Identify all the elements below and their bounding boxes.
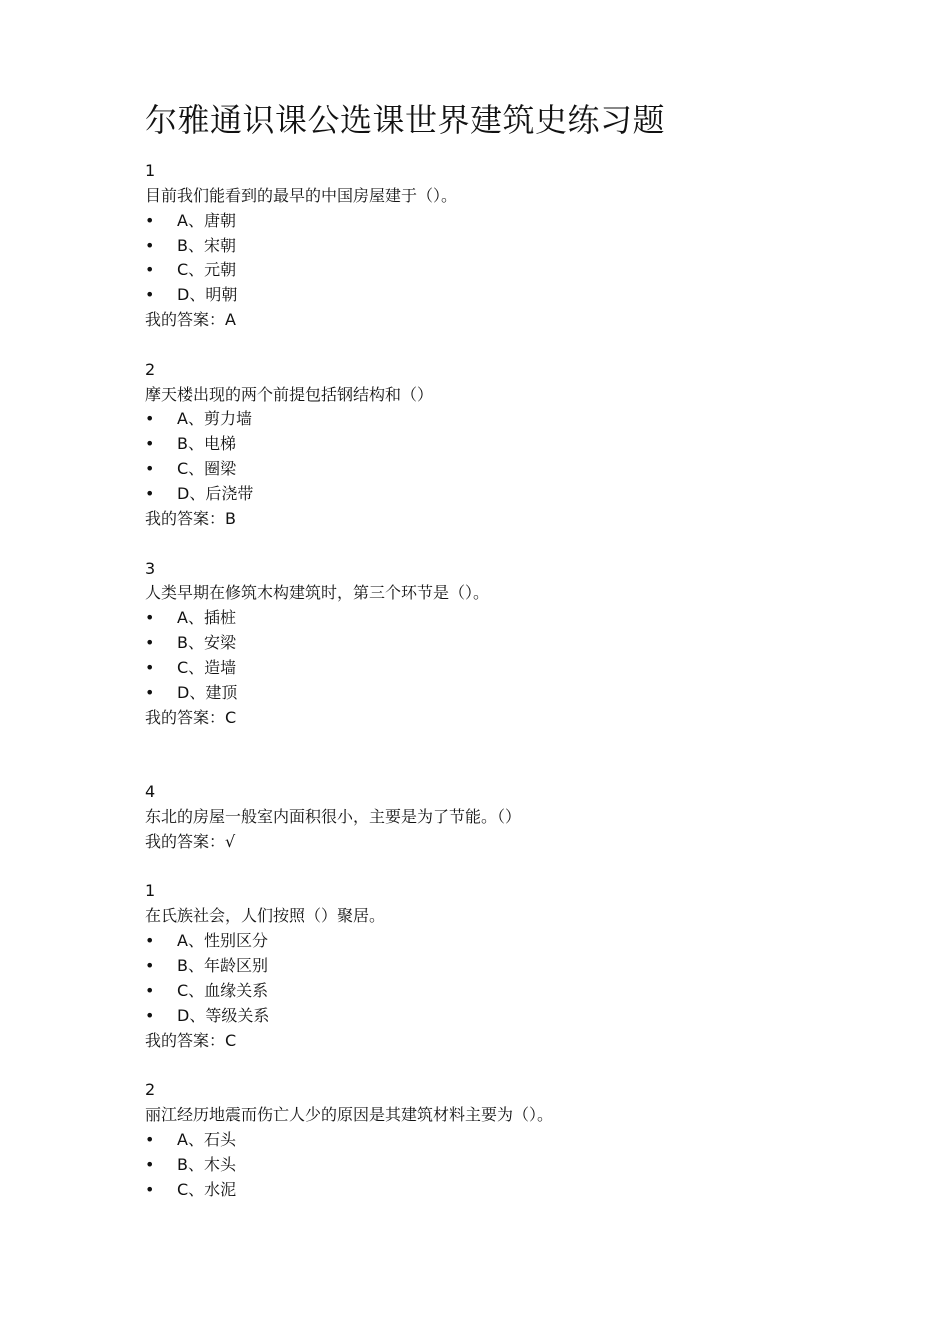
bullet-icon: • [145, 931, 155, 951]
option-label: C、造墙 [177, 657, 237, 677]
option-item [145, 407, 845, 432]
question-block [145, 1078, 845, 1202]
option-item [145, 656, 845, 681]
option-item [145, 606, 845, 631]
bullet-icon: • [145, 1129, 155, 1149]
option-item [145, 1004, 845, 1029]
option-item [145, 979, 845, 1004]
option-item [145, 1178, 845, 1203]
spacer [145, 532, 845, 557]
option-item [145, 1153, 845, 1178]
my-answer: 我的答案：C [145, 1030, 237, 1050]
spacer [145, 333, 845, 358]
bullet-icon: • [145, 1154, 155, 1174]
bullet-icon: • [145, 956, 155, 975]
option-item [145, 209, 845, 234]
option-item [145, 954, 845, 979]
bullet-icon: • [145, 483, 155, 503]
document-body [145, 98, 845, 1202]
option-label: B、年龄区别 [177, 956, 268, 975]
option-item [145, 432, 845, 457]
question-text: 在氏族社会，人们按照（）聚居。 [145, 906, 386, 926]
option-label: B、木头 [177, 1154, 236, 1174]
option-label: B、安梁 [177, 633, 236, 653]
bullet-icon: • [145, 980, 155, 1000]
question-text: 东北的房屋一般室内面积很小，主要是为了节能。（） [145, 806, 522, 826]
option-label: A、剪力墙 [177, 409, 252, 429]
option-label: C、圈梁 [177, 459, 237, 479]
question-text: 目前我们能看到的最早的中国房屋建于（）。 [145, 185, 458, 205]
option-label: D、建顶 [177, 682, 238, 702]
option-label: B、电梯 [177, 434, 236, 454]
option-item [145, 681, 845, 706]
my-answer: 我的答案：B [145, 508, 236, 528]
bullet-icon: • [145, 1005, 155, 1025]
option-label: D、明朝 [177, 285, 238, 305]
my-answer: 我的答案：√ [145, 831, 236, 851]
option-label: D、后浇带 [177, 483, 254, 503]
bullet-icon: • [145, 1179, 155, 1199]
option-label: C、元朝 [177, 260, 237, 280]
bullet-icon: • [145, 434, 155, 454]
question-number: 2 [145, 359, 156, 379]
option-item [145, 631, 845, 656]
option-label: D、等级关系 [177, 1005, 270, 1025]
bullet-icon: • [145, 409, 155, 429]
bullet-icon: • [145, 657, 155, 677]
question-text: 丽江经历地震而伤亡人少的原因是其建筑材料主要为（）。 [145, 1105, 554, 1125]
question-block [145, 879, 845, 1053]
bullet-icon: • [145, 210, 155, 230]
spacer [145, 730, 845, 780]
option-label: A、性别区分 [177, 931, 268, 951]
question-block [145, 159, 845, 333]
bullet-icon: • [145, 285, 155, 305]
option-item [145, 457, 845, 482]
spacer [145, 855, 845, 880]
bullet-icon: • [145, 608, 155, 628]
option-item [145, 1128, 845, 1153]
option-label: A、插桩 [177, 608, 236, 628]
option-label: C、血缘关系 [177, 980, 269, 1000]
bullet-icon: • [145, 235, 155, 255]
option-label: B、宋朝 [177, 235, 236, 255]
spacer [145, 1053, 845, 1078]
option-label: C、水泥 [177, 1179, 237, 1199]
question-number: 1 [145, 881, 156, 901]
question-text: 人类早期在修筑木构建筑时，第三个环节是（）。 [145, 583, 490, 603]
question-block [145, 358, 845, 532]
my-answer: 我的答案：C [145, 707, 237, 727]
option-label: A、石头 [177, 1129, 236, 1149]
option-label: A、唐朝 [177, 210, 236, 230]
question-number: 2 [145, 1080, 156, 1100]
option-item [145, 283, 845, 308]
question-text: 摩天楼出现的两个前提包括钢结构和（） [145, 384, 434, 404]
question-number: 3 [145, 558, 156, 578]
question-number: 1 [145, 161, 156, 180]
bullet-icon: • [145, 682, 155, 702]
question-block [145, 557, 845, 731]
bullet-icon: • [145, 260, 155, 280]
document-title: 尔雅通识课公选课世界建筑史练习题 [145, 101, 666, 139]
option-item [145, 234, 845, 259]
option-item [145, 482, 845, 507]
my-answer: 我的答案：A [145, 310, 236, 330]
question-number: 4 [145, 782, 156, 802]
option-item [145, 258, 845, 283]
option-item [145, 929, 845, 954]
question-block [145, 780, 845, 855]
bullet-icon: • [145, 459, 155, 479]
bullet-icon: • [145, 633, 155, 653]
